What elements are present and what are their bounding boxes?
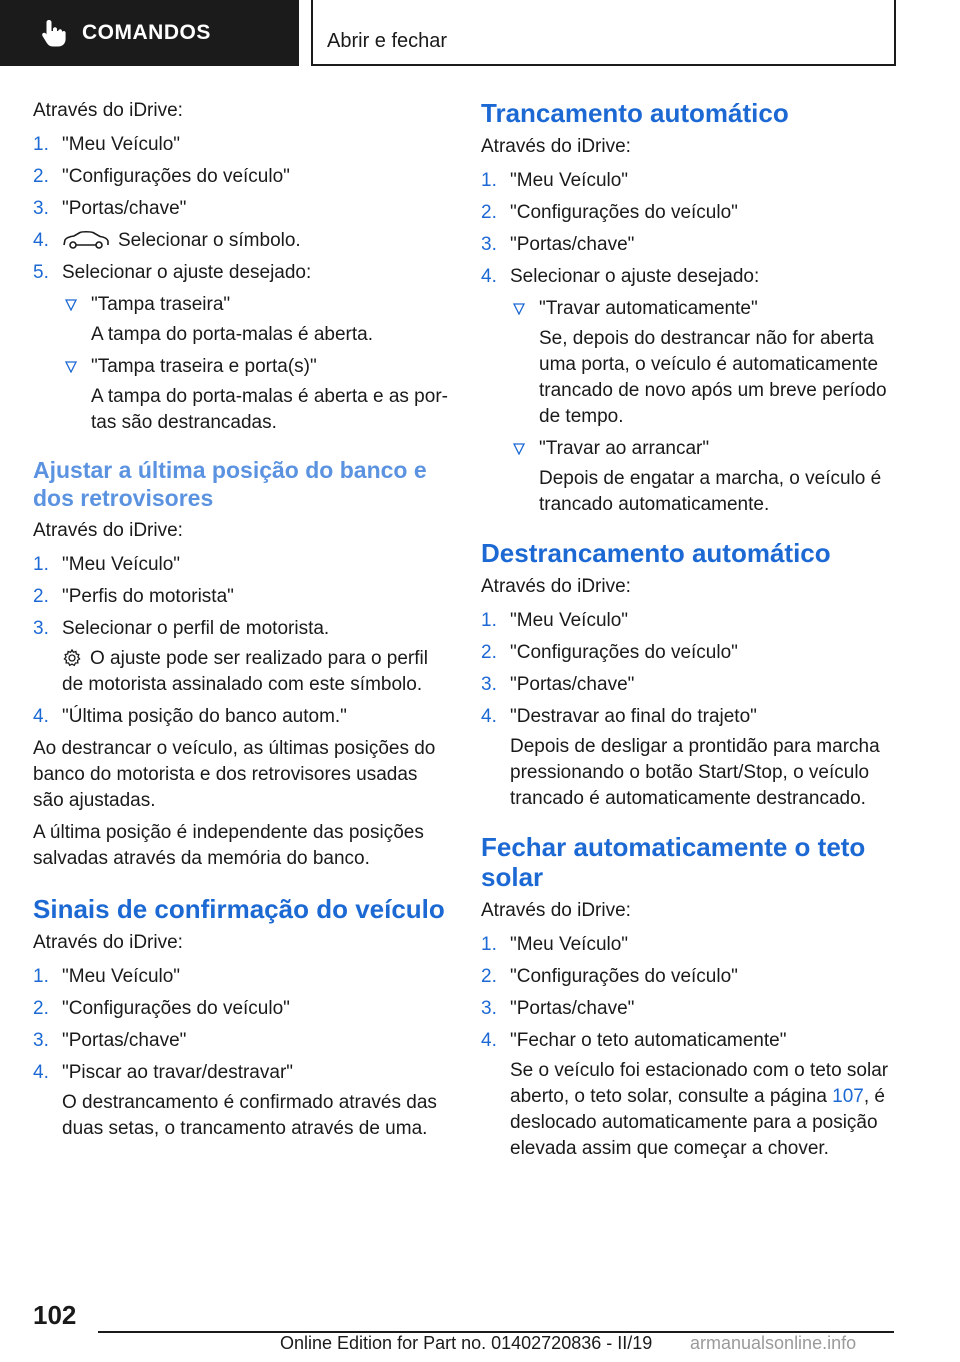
option-title: "Travar ao arrancar"	[539, 438, 710, 459]
chapter-tab	[0, 0, 299, 66]
list-item	[481, 996, 901, 1022]
step-number: 4.	[33, 706, 49, 727]
desc-text: Se o veículo foi estacionado com o teto solar aberto, o teto solar, consulte a página	[510, 1060, 889, 1107]
list-item	[33, 996, 453, 1022]
step-text: "Meu Veículo"	[62, 554, 181, 575]
gear-icon	[62, 648, 82, 668]
watermark: armanualsonline.info	[690, 1333, 857, 1353]
step-text: "Portas/chave"	[62, 1030, 187, 1051]
step-number: 4.	[481, 706, 497, 727]
step-text: "Configurações do veículo"	[62, 166, 290, 187]
step-text: "Meu Veículo"	[510, 610, 629, 631]
note-text: O ajuste pode ser realizado para o perfil de motorista assinalado com este símbolo.	[62, 648, 428, 695]
step-number: 1.	[481, 934, 497, 955]
option-list	[510, 296, 901, 518]
list-item	[510, 436, 901, 518]
left-column	[33, 98, 453, 1148]
profile-note	[33, 646, 453, 698]
list-item	[481, 932, 901, 958]
heading-auto-close-sunroof: Fechar automaticamente o teto solar	[481, 832, 866, 892]
list-item	[62, 292, 453, 348]
step-number: 2.	[481, 966, 497, 987]
step-desc: O destrancamento é confirmado através das duas setas, o trancamento através de uma.	[62, 1092, 437, 1139]
list-item	[33, 260, 453, 436]
heading-confirmation-signals: Sinais de confirmação do veículo	[33, 894, 445, 924]
triangle-bullet-icon	[513, 303, 525, 315]
paragraph: A última posição é independente das posições salvadas através da memória do banco.	[33, 822, 424, 869]
page-reference-link[interactable]: 107	[832, 1086, 864, 1107]
step-number: 4.	[33, 1062, 49, 1083]
step-text: "Portas/chave"	[510, 234, 635, 255]
option-desc: Depois de engatar a marcha, o veículo é trancado automaticamente.	[539, 468, 882, 515]
step-desc: Depois de desligar a prontidão para marcha pressionando o botão Start/Stop, o veículo trancado é automaticamente destrancado.	[510, 736, 880, 809]
step-text: "Configurações do veículo"	[510, 966, 738, 987]
list-item	[33, 228, 453, 254]
step-number: 2.	[481, 642, 497, 663]
list-item	[33, 616, 453, 698]
heading-auto-unlock: Destrancamento automático	[481, 538, 831, 568]
triangle-bullet-icon	[513, 443, 525, 455]
list-item	[510, 296, 901, 430]
list-item	[481, 672, 901, 698]
step-text: "Última posição do banco autom."	[62, 706, 347, 727]
option-title: "Travar automaticamente"	[539, 298, 758, 319]
step-text: "Destravar ao final do trajeto"	[510, 706, 757, 727]
hand-pointer-icon	[40, 18, 68, 48]
list-item	[481, 232, 901, 258]
option-title: "Tampa traseira"	[91, 294, 231, 315]
list-item	[481, 608, 901, 634]
list-item	[481, 640, 901, 666]
step-text: "Perfis do motorista"	[62, 586, 234, 607]
list-item	[62, 354, 453, 436]
step-number: 2.	[481, 202, 497, 223]
option-desc: Se, depois do destrancar não for aberta uma porta, o veículo é automaticamente trancado de novo após um breve período de tempo.	[539, 328, 887, 427]
step-text: Selecionar o ajuste desejado:	[510, 266, 760, 287]
list-item	[481, 964, 901, 990]
section-header	[311, 0, 896, 66]
list-item	[33, 1028, 453, 1054]
step-text: "Configurações do veículo"	[62, 998, 290, 1019]
step-text: "Piscar ao travar/destravar"	[62, 1062, 294, 1083]
step-number: 1.	[33, 134, 49, 155]
step-text: "Portas/chave"	[510, 674, 635, 695]
step-number: 3.	[481, 998, 497, 1019]
option-desc: A tampa do porta-malas é aberta e as por-tas são destrancadas.	[91, 386, 448, 433]
step-number: 3.	[33, 618, 49, 639]
step-text: "Configurações do veículo"	[510, 642, 738, 663]
list-item	[481, 704, 901, 812]
triangle-bullet-icon	[65, 361, 77, 373]
step-text: Selecionar o ajuste desejado:	[62, 262, 312, 283]
intro-text: Através do iDrive:	[33, 932, 183, 953]
step-text: "Meu Veículo"	[510, 934, 629, 955]
step-number: 3.	[481, 234, 497, 255]
car-icon	[62, 230, 110, 250]
sunroof-steps	[481, 932, 901, 1162]
list-item	[33, 964, 453, 990]
triangle-bullet-icon	[65, 299, 77, 311]
step-number: 2.	[33, 998, 49, 1019]
step-text: "Configurações do veículo"	[510, 202, 738, 223]
intro-text: Através do iDrive:	[481, 136, 631, 157]
step-text: "Portas/chave"	[62, 198, 187, 219]
list-item	[33, 584, 453, 610]
step-number: 1.	[481, 170, 497, 191]
option-list	[62, 292, 453, 436]
seat-steps	[33, 552, 453, 730]
confirm-steps	[33, 964, 453, 1142]
step-number: 4.	[33, 230, 49, 251]
list-item	[481, 200, 901, 226]
list-item	[33, 164, 453, 190]
step-number: 2.	[33, 166, 49, 187]
step-number: 2.	[33, 586, 49, 607]
list-item	[33, 132, 453, 158]
list-item	[481, 1028, 901, 1162]
step-number: 1.	[33, 554, 49, 575]
step-number: 3.	[481, 674, 497, 695]
edition-note: Online Edition for Part no. 01402720836 - II/19	[280, 1333, 653, 1353]
page-number: 102	[33, 1300, 77, 1330]
option-title: "Tampa traseira e porta(s)"	[91, 356, 317, 377]
list-item	[33, 704, 453, 730]
step-desc	[510, 1058, 901, 1162]
lock-steps	[481, 168, 901, 518]
intro-text: Através do iDrive:	[33, 100, 183, 121]
step-text: "Meu Veículo"	[62, 966, 181, 987]
right-column	[481, 98, 901, 1168]
unlock-steps	[481, 608, 901, 812]
tailgate-steps	[33, 132, 453, 436]
heading-seat-position: Ajustar a última posição do banco e dos retrovisores	[33, 457, 427, 511]
paragraph: Ao destrancar o veículo, as últimas posições do banco do motorista e dos retrovisores usadas são ajustadas.	[33, 738, 436, 811]
list-item	[33, 1060, 453, 1142]
intro-text: Através do iDrive:	[33, 520, 183, 541]
step-text: Selecionar o símbolo.	[118, 230, 301, 251]
list-item	[33, 196, 453, 222]
step-text: "Portas/chave"	[510, 998, 635, 1019]
step-text: Selecionar o perfil de motorista.	[62, 618, 330, 639]
step-text: "Meu Veículo"	[62, 134, 181, 155]
list-item	[481, 168, 901, 194]
section-title: Abrir e fechar	[327, 30, 448, 52]
heading-auto-lock: Trancamento automático	[481, 98, 789, 128]
step-number: 4.	[481, 266, 497, 287]
list-item	[33, 552, 453, 578]
step-number: 3.	[33, 198, 49, 219]
step-number: 1.	[33, 966, 49, 987]
desc-text: , é deslocado automaticamente para a posição elevada assim que começar a chover.	[510, 1086, 885, 1159]
step-number: 4.	[481, 1030, 497, 1051]
step-number: 1.	[481, 610, 497, 631]
list-item	[481, 264, 901, 518]
step-number: 5.	[33, 262, 49, 283]
step-text: "Fechar o teto automaticamente"	[510, 1030, 787, 1051]
option-desc: A tampa do porta-malas é aberta.	[91, 324, 373, 345]
step-text: "Meu Veículo"	[510, 170, 629, 191]
step-number: 3.	[33, 1030, 49, 1051]
chapter-title: COMANDOS	[82, 21, 211, 44]
intro-text: Através do iDrive:	[481, 576, 631, 597]
intro-text: Através do iDrive:	[481, 900, 631, 921]
